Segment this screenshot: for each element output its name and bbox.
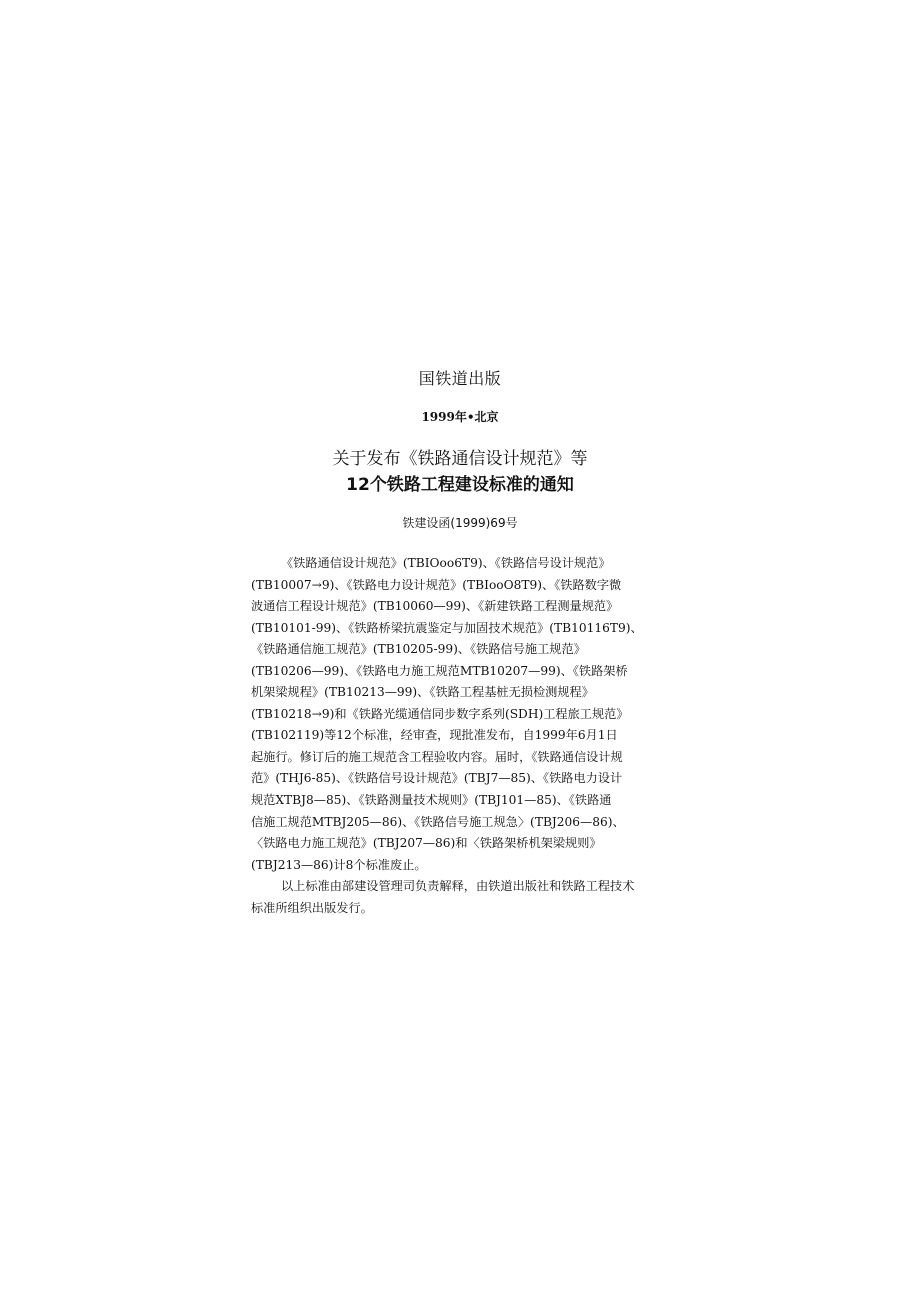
publisher-name: 国铁道出版 xyxy=(418,369,502,388)
body-line: 波通信工程设计规范》(TB10060—99)、《新建铁路工程测量规范》 xyxy=(251,599,619,614)
body-line: 《铁路通信施工规范》(TB10205-99)、《铁路信号施工规范》 xyxy=(251,642,586,657)
body-line: 《铁路通信设计规范》(TBIOoo6T9)、《铁路信号设计规范》 xyxy=(281,556,611,570)
body-line: (TB10101-99)、《铁路桥梁抗震鉴定与加固技术规范》(TB10116T9)、 xyxy=(251,620,643,635)
notice-body xyxy=(251,553,663,919)
body-line: (TB102119)等12个标准，经审查，现批准发布，自1999年6月1日 xyxy=(251,728,618,743)
body-line: (TBJ213—86)计8个标准废止。 xyxy=(251,857,427,872)
body-line: 信施工规范MTBJ205—86)、《铁路信号施工规急〉(TBJ206—86)、 xyxy=(251,814,625,829)
body-line: 规范XTBJ8—85)、《铁路测量技术规则》(TBJ101—85)、《铁路通 xyxy=(251,793,612,808)
notice-title-line-2: 12个铁路工程建设标准的通知 xyxy=(346,475,574,495)
body-line: (TB10206—99)、《铁路电力施工规范MTB10207—99)、《铁路架桥 xyxy=(251,663,628,678)
body-line: (TB10218→9)和《铁路光缆通信同步数字系列(SDH)工程旅工规范》 xyxy=(251,706,629,721)
body-line: (TB10007→9)、《铁路电力设计规范》(TBIooO8T9)、《铁路数字微 xyxy=(251,577,622,592)
document-number: 铁建设函(1999)69号 xyxy=(402,516,518,530)
body-line: 标准所组织出版发行。 xyxy=(251,900,373,915)
body-line: 范》(THJ6-85)、《铁路信号设计规范》(TBJ7—85)、《铁路电力设计 xyxy=(251,771,623,786)
notice-title-line-1: 关于发布《铁路通信设计规范》等 xyxy=(332,449,588,469)
body-line: 起施行。修订后的施工规范含工程验收内容。届时，《铁路通信设计规 xyxy=(251,749,623,764)
body-line: 机架梁规程》(TB10213—99)、《铁路工程基桩无损检测规程》 xyxy=(251,685,594,700)
notice-title xyxy=(0,446,920,498)
year-place: 1999年•北京 xyxy=(421,410,499,424)
body-line: 〈铁路电力施工规范》(TBJ207—86)和〈铁路架桥机架梁规则》 xyxy=(251,836,602,851)
body-line: 以上标准由部建设管理司负责解释，由铁道出版社和铁路工程技术 xyxy=(281,879,635,894)
